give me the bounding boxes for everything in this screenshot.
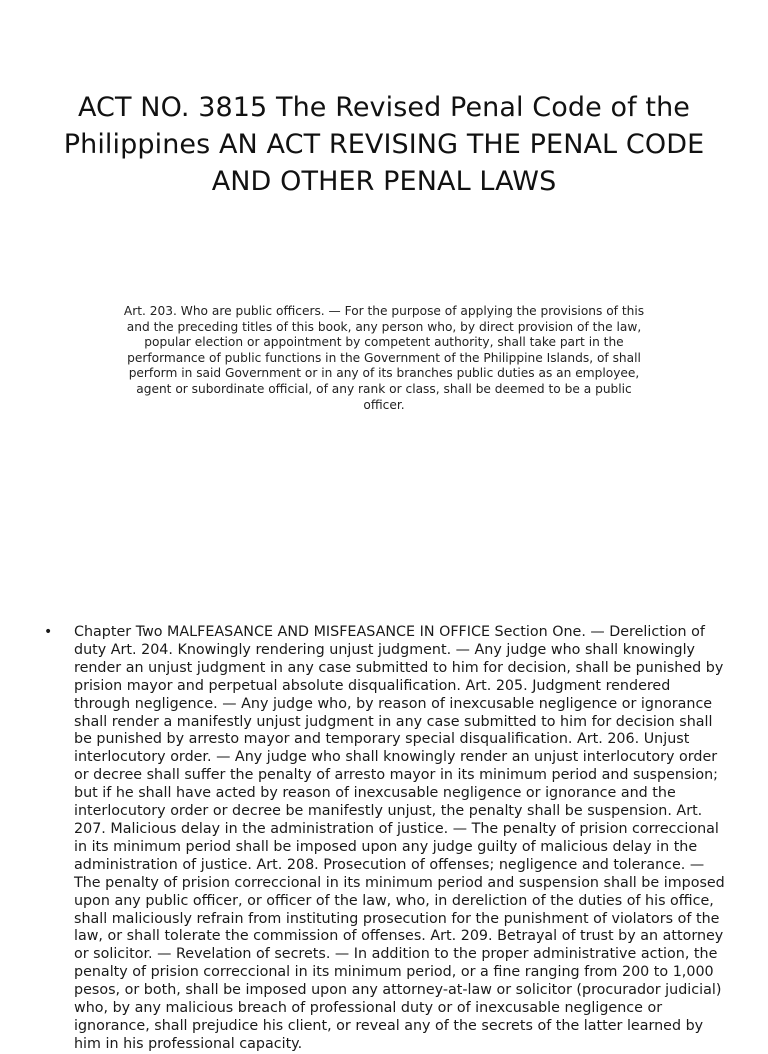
list-item [0,624,768,1054]
bullet-list [0,624,768,1054]
document-title: ACT NO. 3815 The Revised Penal Code of the Philippines AN ACT REVISING THE PENAL CODE AND OTHER PENAL LAWS [63,92,705,197]
bullet-icon: • [44,624,53,640]
chapter-two-text: Chapter Two MALFEASANCE AND MISFEASANCE IN OFFICE Section One. — Dereliction of duty Art. 204. Knowingly rendering unjust judgment. — Any judge who shall knowingly render an unjust judgment in any case submitted to him for decision, shall be punished by prision mayor and perpetual absolute disqualification. Art. 205. Judgment rendered through negligence. — Any judge who, by reason of inexcusable negligence or ignorance shall render a manifestly unjust judgment in any case submitted to him for decision shall be punished by arresto mayor and temporary special disqualification. Art. 206. Unjust interlocutory order. — Any judge who shall knowingly render an unjust interlocutory order or decree shall suffer the penalty of arresto mayor in its minimum period and suspension; but if he shall have acted by reason of inexcusable negligence or ignorance and the interlocutory order or decree be manifestly unjust, the penalty shall be suspension. Art. 207. Malicious delay in the administration of justice. — The penalty of prision correccional in its minimum period shall be imposed upon any judge guilty of malicious delay in the administration of justice. Art. 208. Prosecution of offenses; negligence and tolerance. — The penalty of prision correccional in its minimum period and suspension shall be imposed upon any public officer, or officer of the law, who, in dereliction of the duties of his office, shall maliciously refrain from instituting prosecution for the punishment of violators of the law, or shall tolerate the commission of offenses. Art. 209. Betrayal of trust by an attorney or solicitor. — Revelation of secrets. — In addition to the proper administrative action, the penalty of prision correccional in its minimum period, or a fine ranging from 200 to 1,000 pesos, or both, shall be imposed upon any attorney-at-law or solicitor (procurador judicial) who, by any malicious breach of professional duty or of inexcusable negligence or ignorance, shall prejudice his client, or reveal any of the secrets of the latter learned by him in his professional capacity. [74,624,725,1052]
article-203-excerpt: Art. 203. Who are public officers. — For the purpose of applying the provisions of this and the preceding titles of this book, any person who, by direct provision of the law, popular election or appointment by competent authority, shall take part in the performance of public functions in the Government of the Philippine Islands, of shall perform in said Government or in any of its branches public duties as an employee, agent or subordinate official, of any rank or class, shall be deemed to be a public officer. [123,304,645,412]
